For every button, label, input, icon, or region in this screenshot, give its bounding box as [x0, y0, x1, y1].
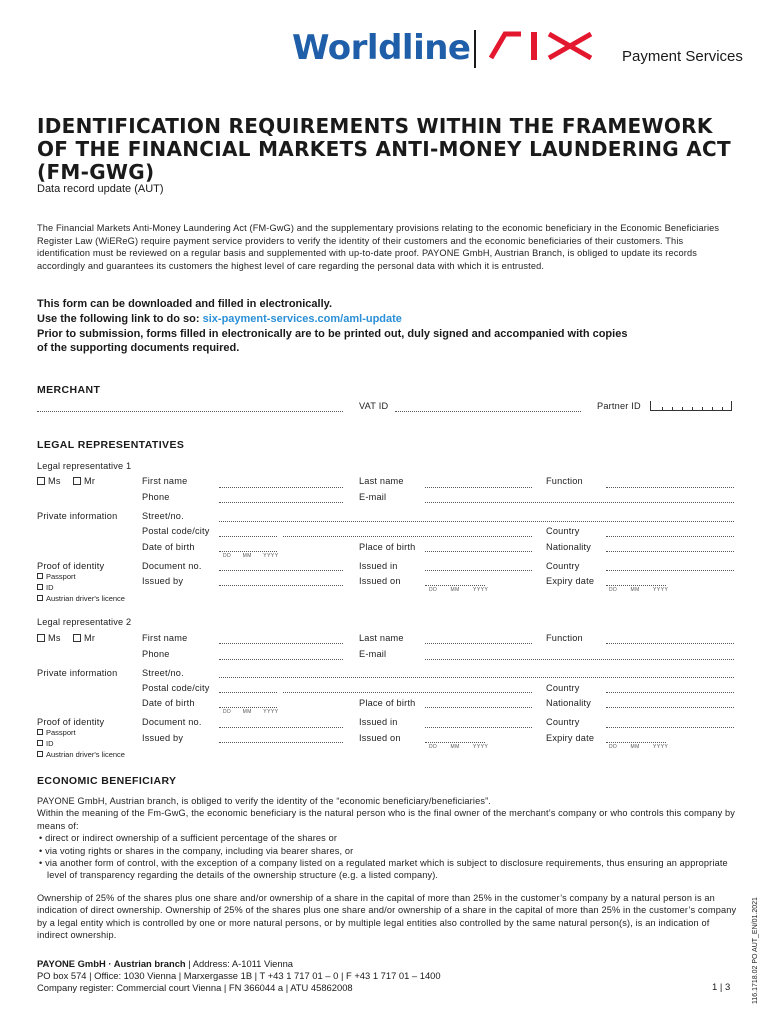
id-checkbox-2[interactable]: ID	[37, 739, 54, 748]
street-label: Street/no.	[142, 668, 184, 678]
private-info-label: Private information	[37, 668, 118, 678]
checkbox-icon	[37, 751, 43, 757]
issued-by-label: Issued by	[142, 576, 184, 586]
checkbox-icon	[73, 634, 81, 642]
download-notice: This form can be downloaded and filled in electronically. Use the following link to do so: six-payment-services.com/aml-update Prior to submission, forms filled in electronically are to be printed out, duly signed and accompanied with copies of the supporting documents required.	[37, 298, 628, 355]
email-field-2[interactable]	[425, 659, 734, 660]
country-label: Country	[546, 526, 580, 536]
country-label-doc: Country	[546, 717, 580, 727]
list-item: • via voting rights or shares in the company, including via bearer shares, or	[39, 845, 354, 856]
postal-label: Postal code/city	[142, 683, 210, 693]
email-label: E-mail	[359, 492, 387, 502]
document-no-field-1[interactable]	[219, 570, 343, 571]
phone-label: Phone	[142, 649, 170, 659]
page-number: 1 | 3	[712, 982, 731, 993]
phone-label: Phone	[142, 492, 170, 502]
id-checkbox-1[interactable]: ID	[37, 583, 54, 592]
place-of-birth-field-1[interactable]	[425, 551, 532, 552]
last-name-label: Last name	[359, 633, 404, 643]
passport-checkbox-2[interactable]: Passport	[37, 728, 76, 737]
list-item: • via another form of control, with the exception of a company listed on a regulated market which is subject to disclosure requirements, thus ensuring an appropriate level of transparency regarding the details of the ownership structure (e.g. a listed company).	[39, 858, 728, 881]
merchant-name-field[interactable]	[37, 411, 343, 412]
mr-checkbox-1[interactable]: Mr	[73, 476, 95, 486]
checkbox-icon	[37, 729, 43, 735]
last-name-field-2[interactable]	[425, 643, 532, 644]
checkbox-icon	[37, 573, 43, 579]
vat-id-field[interactable]	[395, 411, 581, 412]
issued-on-format-hint: DD MM YYYY	[429, 744, 489, 750]
dob-format-hint: DD MM YYYY	[223, 709, 279, 715]
country-label-doc: Country	[546, 561, 580, 571]
ms-checkbox-1[interactable]: Ms	[37, 476, 61, 486]
partner-id-field[interactable]	[650, 401, 732, 411]
doc-country-field-2[interactable]	[606, 727, 734, 728]
expiry-field-2[interactable]	[606, 742, 666, 743]
expiry-field-1[interactable]	[606, 585, 666, 586]
issued-in-field-1[interactable]	[425, 570, 532, 571]
first-name-label: First name	[142, 633, 188, 643]
issued-in-label: Issued in	[359, 561, 398, 571]
last-name-field-1[interactable]	[425, 487, 532, 488]
nationality-field-1[interactable]	[606, 551, 734, 552]
checkbox-icon	[37, 634, 45, 642]
email-field-1[interactable]	[425, 502, 734, 503]
function-label: Function	[546, 633, 583, 643]
dob-field-1[interactable]	[219, 551, 277, 552]
economic-beneficiary-heading: ECONOMIC BENEFICIARY	[37, 775, 177, 787]
checkbox-icon	[37, 584, 43, 590]
legal-rep-1-heading: Legal representative 1	[37, 461, 132, 471]
last-name-label: Last name	[359, 476, 404, 486]
city-field-2[interactable]	[283, 692, 532, 693]
postal-code-field-1[interactable]	[219, 536, 277, 537]
legal-representatives-heading: LEGAL REPRESENTATIVES	[37, 439, 185, 451]
document-no-field-2[interactable]	[219, 727, 343, 728]
checkbox-icon	[73, 477, 81, 485]
expiry-format-hint: DD MM YYYY	[609, 587, 669, 593]
mr-checkbox-2[interactable]: Mr	[73, 633, 95, 643]
issued-on-label: Issued on	[359, 733, 401, 743]
passport-checkbox-1[interactable]: Passport	[37, 572, 76, 581]
worldline-logo: Worldline	[292, 28, 471, 68]
dob-field-2[interactable]	[219, 707, 277, 708]
legal-rep-2-heading: Legal representative 2	[37, 617, 132, 627]
intro-paragraph: The Financial Markets Anti-Money Laundering Act (FM-GwG) and the supplementary provisions relating to the economic beneficiary in the Economic Beneficiaries Register Law (WiEReG) require payment service providers to verify the identity of their customers and the economic beneficiaries of their customers. This identification must be reviewed on a regular basis and supplemented with up-to-date proof. PAYONE GmbH, Austrian Branch, is obliged to update its records accordingly and guarantees its customers the highest level of care regarding the personal data with which it is entrusted.	[37, 223, 720, 271]
document-no-label: Document no.	[142, 561, 202, 571]
issued-on-field-2[interactable]	[425, 742, 485, 743]
logo-divider	[474, 30, 476, 68]
proof-of-identity-label: Proof of identity	[37, 561, 105, 571]
issued-by-field-2[interactable]	[219, 742, 343, 743]
doc-country-field-1[interactable]	[606, 570, 734, 571]
place-of-birth-label: Place of birth	[359, 698, 416, 708]
dob-label: Date of birth	[142, 542, 195, 552]
function-label: Function	[546, 476, 583, 486]
partner-id-label: Partner ID	[597, 401, 641, 411]
ownership-paragraph: Ownership of 25% of the shares plus one share and/or ownership of a share in the capital of more than 25% in the customer’s company by a natural person is an indication of direct ownership. Ownership of 25% of the shares plus one share and/or ownership of a share in the capital of more than 25% in the customer’s company by a legal entity which is controlled by one or more natural persons, or by multiple legal entities also controlled by the same natural person(s), is an indication of indirect ownership.	[37, 893, 737, 941]
issued-on-format-hint: DD MM YYYY	[429, 587, 489, 593]
expiry-label: Expiry date	[546, 733, 595, 743]
first-name-field-2[interactable]	[219, 643, 343, 644]
nationality-field-2[interactable]	[606, 707, 734, 708]
expiry-format-hint: DD MM YYYY	[609, 744, 669, 750]
private-info-label: Private information	[37, 511, 118, 521]
issued-in-field-2[interactable]	[425, 727, 532, 728]
merchant-heading: MERCHANT	[37, 384, 101, 396]
function-field-2[interactable]	[606, 643, 734, 644]
first-name-field-1[interactable]	[219, 487, 343, 488]
email-label: E-mail	[359, 649, 387, 659]
expiry-label: Expiry date	[546, 576, 595, 586]
issued-on-label: Issued on	[359, 576, 401, 586]
street-field-1[interactable]	[219, 521, 734, 522]
dob-label: Date of birth	[142, 698, 195, 708]
postal-label: Postal code/city	[142, 526, 210, 536]
street-label: Street/no.	[142, 511, 184, 521]
country-label: Country	[546, 683, 580, 693]
issued-on-field-1[interactable]	[425, 585, 485, 586]
country-field-1[interactable]	[606, 536, 734, 537]
payment-services-label: Payment Services	[622, 48, 743, 65]
document-subtitle: Data record update (AUT)	[37, 183, 164, 195]
economic-beneficiary-text: PAYONE GmbH, Austrian branch, is obliged to verify the identity of the “economic beneficiary/beneficiaries”. Within the meaning of the Fm-GwG, the economic beneficiary is the natural person who is the final owner of the merchant’s company or who controls this company by means of: • direct or indirect ownership of a sufficient percentage of the shares or • via voting rights or shares in the company, including via bearer shares, or • via another form of control, with the exception of a company listed on a regulated market which is subject to disclosure requirements, thus ensuring an appropriate level of transparency regarding the details of the ownership structure (e.g. a listed company).	[37, 795, 742, 882]
nationality-label: Nationality	[546, 542, 592, 552]
vat-id-label: VAT ID	[359, 401, 389, 411]
checkbox-icon	[37, 740, 43, 746]
dob-format-hint: DD MM YYYY	[223, 553, 279, 559]
ms-checkbox-2[interactable]: Ms	[37, 633, 61, 643]
place-of-birth-label: Place of birth	[359, 542, 416, 552]
footer: PAYONE GmbH · Austrian branch | Address: A-1011 Vienna PO box 574 | Office: 1030 Vienna | Marxergasse 1B | T +43 1 717 01 – 0 | F +43 1 717 01 – 1400 Company register: Commercial court Vienna | FN 366044 a | ATU 45862008	[37, 958, 441, 994]
proof-of-identity-label: Proof of identity	[37, 717, 105, 727]
checkbox-icon	[37, 477, 45, 485]
document-title: IDENTIFICATION REQUIREMENTS WITHIN THE FRAMEWORK OF THE FINANCIAL MARKETS ANTI-MONEY LAUNDERING ACT (FM-GWG)	[37, 114, 731, 184]
country-field-2[interactable]	[606, 692, 734, 693]
first-name-label: First name	[142, 476, 188, 486]
postal-code-field-2[interactable]	[219, 692, 277, 693]
list-item: • direct or indirect ownership of a sufficient percentage of the shares or	[39, 833, 338, 844]
city-field-1[interactable]	[283, 536, 532, 537]
place-of-birth-field-2[interactable]	[425, 707, 532, 708]
licence-checkbox-1[interactable]: Austrian driver's licence	[37, 594, 125, 603]
six-logo	[487, 30, 597, 67]
checkbox-icon	[37, 595, 43, 601]
phone-field-2[interactable]	[219, 659, 343, 660]
function-field-1[interactable]	[606, 487, 734, 488]
aml-update-link[interactable]: six-payment-services.com/aml-update	[202, 312, 402, 325]
issued-in-label: Issued in	[359, 717, 398, 727]
issued-by-field-1[interactable]	[219, 585, 343, 586]
licence-checkbox-2[interactable]: Austrian driver's licence	[37, 750, 125, 759]
document-no-label: Document no.	[142, 717, 202, 727]
document-reference: 116.1718.02 PO AUT_EN/01.2021	[752, 897, 759, 1004]
nationality-label: Nationality	[546, 698, 592, 708]
street-field-2[interactable]	[219, 677, 734, 678]
issued-by-label: Issued by	[142, 733, 184, 743]
phone-field-1[interactable]	[219, 502, 343, 503]
